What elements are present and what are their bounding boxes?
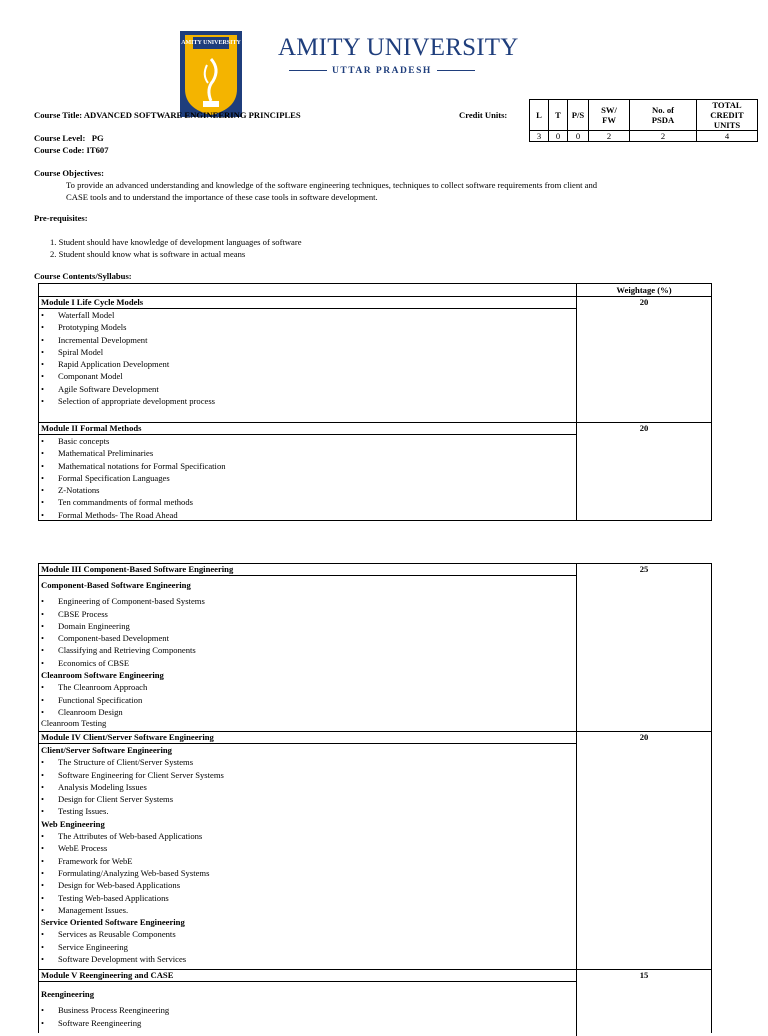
topic-text: Functional Specification xyxy=(58,694,143,705)
module-topic-item xyxy=(39,855,576,867)
bullet-icon: • xyxy=(41,383,45,394)
module-title: Module III Component-Based Software Engineering xyxy=(39,564,576,576)
topic-text: Formal Specification Languages xyxy=(58,472,170,483)
bullet-icon: • xyxy=(41,322,45,333)
module-subheading: Service Oriented Software Engineering xyxy=(41,917,185,928)
bullet-icon: • xyxy=(41,497,45,508)
bullet-icon: • xyxy=(41,757,45,768)
objectives-text-1: To provide an advanced understanding and knowledge of the software engineering techniques, techniques to collect software requirements from client and xyxy=(66,180,598,190)
topic-text: Engineering of Component-based Systems xyxy=(58,596,205,607)
weightage-header-row xyxy=(39,284,711,297)
bullet-icon: • xyxy=(41,831,45,842)
topic-text: Waterfall Model xyxy=(58,310,115,320)
topic-text: Analysis Modeling Issues xyxy=(58,781,147,792)
university-logo xyxy=(180,31,242,117)
bullet-icon: • xyxy=(41,682,45,693)
bullet-icon: • xyxy=(41,509,45,520)
module-4 xyxy=(39,731,711,969)
module-subheading: Client/Server Software Engineering xyxy=(41,745,172,755)
module-topic-item xyxy=(39,496,576,508)
bullet-icon: • xyxy=(41,436,45,446)
credit-header-row xyxy=(530,100,758,131)
bullet-icon: • xyxy=(41,1017,45,1028)
topic-text: Software Reengineering xyxy=(58,1017,142,1028)
module-weight: 20 xyxy=(639,297,649,307)
bullet-icon: • xyxy=(41,904,45,915)
course-code: Course Code: IT607 xyxy=(34,145,109,155)
topic-text: Basic concepts xyxy=(58,436,110,446)
bullet-icon: • xyxy=(41,855,45,866)
objectives-text-2: CASE tools and to understand the importance of these case tools in software development. xyxy=(66,192,378,202)
bullet-icon: • xyxy=(41,633,45,644)
module-1 xyxy=(39,297,711,422)
bullet-icon: • xyxy=(41,371,45,382)
topic-text: Services as Reusable Components xyxy=(58,929,176,940)
bullet-icon: • xyxy=(41,608,45,619)
bullet-icon: • xyxy=(41,596,45,607)
topic-text: The Cleanroom Approach xyxy=(58,682,148,693)
module-weight: 15 xyxy=(639,970,649,980)
module-subheading: Reengineering xyxy=(41,989,94,999)
topic-text: Rapid Application Development xyxy=(58,359,170,370)
module-title: Module I Life Cycle Models xyxy=(39,297,576,309)
module-topic-item xyxy=(39,620,576,632)
module-topic-item xyxy=(39,608,576,620)
topic-text: Selection of appropriate development process xyxy=(58,396,216,407)
bullet-icon: • xyxy=(41,334,45,345)
bullet-icon: • xyxy=(41,806,45,817)
module-topic-item xyxy=(39,509,576,521)
topic-text: Mathematical notations for Formal Specification xyxy=(58,460,226,471)
topic-text: Software Development with Services xyxy=(58,954,187,965)
module-topic-item xyxy=(39,892,576,904)
module-topic-item xyxy=(39,879,576,891)
module-3 xyxy=(39,564,711,731)
module-topic-item xyxy=(39,595,576,607)
topic-text: Formulating/Analyzing Web-based Systems xyxy=(58,867,210,878)
credit-header: P/S xyxy=(568,100,589,131)
topic-text: The Structure of Client/Server Systems xyxy=(58,757,194,768)
bullet-icon: • xyxy=(41,929,45,940)
module-topic-item xyxy=(39,904,576,916)
topic-text: Mathematical Preliminaries xyxy=(58,448,154,459)
topic-text: Spiral Model xyxy=(58,346,104,357)
module-topic-item xyxy=(39,460,576,472)
bullet-icon: • xyxy=(41,880,45,891)
bullet-icon: • xyxy=(41,620,45,631)
module-topic-item xyxy=(39,484,576,496)
module-topic-item xyxy=(39,953,576,965)
bullet-icon: • xyxy=(41,359,45,370)
credit-value: 4 xyxy=(697,131,758,142)
bullet-icon: • xyxy=(41,310,45,320)
credit-value: 0 xyxy=(549,131,568,142)
bullet-icon: • xyxy=(41,867,45,878)
credit-header: L xyxy=(530,100,549,131)
module-title: Module V Reengineering and CASE xyxy=(39,970,576,982)
credit-header: No. of PSDA xyxy=(630,100,697,131)
topic-text: Service Engineering xyxy=(58,941,128,952)
module-topic-item xyxy=(39,383,576,395)
bullet-icon: • xyxy=(41,892,45,903)
module-title: Module II Formal Methods xyxy=(39,423,576,435)
credit-units-table xyxy=(529,99,758,142)
topic-text: Agile Software Development xyxy=(58,383,159,394)
module-topic-item xyxy=(39,334,576,346)
module-plain-item: Cleanroom Testing xyxy=(41,718,107,729)
bullet-icon: • xyxy=(41,794,45,805)
topic-text: Component-based Development xyxy=(58,633,169,644)
topic-text: Testing Issues. xyxy=(58,806,109,817)
module-weight: 25 xyxy=(639,564,649,574)
module-topic-item xyxy=(39,395,576,407)
module-topic-item xyxy=(39,756,576,768)
bullet-icon: • xyxy=(41,485,45,496)
module-subheading: Cleanroom Software Engineering xyxy=(41,670,164,681)
credit-value: 3 xyxy=(530,131,549,142)
topic-text: Testing Web-based Applications xyxy=(58,892,169,903)
module-topic-item xyxy=(39,781,576,793)
university-name: AMITY UNIVERSITY xyxy=(278,34,519,61)
module-topic-item xyxy=(39,941,576,953)
prereq-item: 1. Student should have knowledge of development languages of software xyxy=(50,237,302,247)
topic-text: Software Engineering for Client Server Systems xyxy=(58,769,224,780)
module-topic-item xyxy=(39,435,576,447)
module-topic-item xyxy=(39,694,576,706)
bullet-icon: • xyxy=(41,472,45,483)
topic-text: Prototyping Models xyxy=(58,322,127,333)
svg-text:AMITY UNIVERSITY: AMITY UNIVERSITY xyxy=(181,40,241,46)
module-topic-item xyxy=(39,644,576,656)
module-topic-item xyxy=(39,793,576,805)
university-location: UTTAR PRADESH xyxy=(284,66,480,76)
module-topic-item xyxy=(39,830,576,842)
module-topic-item xyxy=(39,769,576,781)
topic-text: Cleanroom Design xyxy=(58,706,123,717)
bullet-icon: • xyxy=(41,843,45,854)
module-topic-item xyxy=(39,657,576,669)
topic-text: Business Process Reengineering xyxy=(58,1005,170,1016)
bullet-icon: • xyxy=(41,694,45,705)
module-topic-item xyxy=(39,447,576,459)
topic-text: CBSE Process xyxy=(58,608,108,619)
module-topic-item xyxy=(39,632,576,644)
module-subheading: Component-Based Software Engineering xyxy=(41,580,191,590)
module-topic-item xyxy=(39,309,576,321)
module-title: Module IV Client/Server Software Engineering xyxy=(39,732,576,744)
module-topic-item xyxy=(39,928,576,940)
topic-text: Design for Client Server Systems xyxy=(58,794,174,805)
course-level: Course Level: PG xyxy=(34,133,104,143)
bullet-icon: • xyxy=(41,1005,45,1016)
topic-text: Classifying and Retrieving Components xyxy=(58,645,196,656)
bullet-icon: • xyxy=(41,954,45,965)
prereq-heading: Pre-requisites: xyxy=(34,213,88,223)
module-topic-item xyxy=(39,370,576,382)
bullet-icon: • xyxy=(41,941,45,952)
topic-text: Domain Engineering xyxy=(58,620,130,631)
module-topic-item xyxy=(39,1004,576,1016)
topic-text: Z-Notations xyxy=(58,485,100,496)
bullet-icon: • xyxy=(41,657,45,668)
syllabus-table-2 xyxy=(38,563,712,1033)
credit-header: SW/ FW xyxy=(589,100,630,131)
topic-text: Ten commandments of formal methods xyxy=(58,497,193,508)
topic-text: WebE Process xyxy=(58,843,108,854)
module-topic-item xyxy=(39,805,576,817)
module-subheading: Web Engineering xyxy=(41,818,105,829)
credit-header: TOTAL CREDIT UNITS xyxy=(697,100,758,131)
credit-value: 2 xyxy=(630,131,697,142)
course-title: Course Title: ADVANCED SOFTWARE ENGINEERING PRINCIPLES xyxy=(34,110,301,120)
topic-text: Design for Web-based Applications xyxy=(58,880,181,891)
syllabus-heading: Course Contents/Syllabus: xyxy=(34,271,132,281)
topic-text: Management Issues. xyxy=(58,904,129,915)
module-topic-item xyxy=(39,358,576,370)
topic-text: Incremental Development xyxy=(58,334,148,345)
module-2 xyxy=(39,422,711,520)
module-weight: 20 xyxy=(639,423,649,433)
topic-text: Framework for WebE xyxy=(58,855,133,866)
module-weight: 20 xyxy=(639,732,649,742)
objectives-heading: Course Objectives: xyxy=(34,168,104,178)
credit-value: 0 xyxy=(568,131,589,142)
bullet-icon: • xyxy=(41,781,45,792)
module-topic-item xyxy=(39,1017,576,1029)
topic-text: Economics of CBSE xyxy=(58,657,130,668)
weightage-header: Weightage (%) xyxy=(616,285,672,295)
bullet-icon: • xyxy=(41,396,45,407)
topic-text: The Attributes of Web-based Applications xyxy=(58,831,203,842)
module-topic-item xyxy=(39,321,576,333)
bullet-icon: • xyxy=(41,769,45,780)
topic-text: Componant Model xyxy=(58,371,123,382)
bullet-icon: • xyxy=(41,448,45,459)
credit-value: 2 xyxy=(589,131,630,142)
bullet-icon: • xyxy=(41,645,45,656)
module-topic-item xyxy=(39,706,576,718)
module-topic-item xyxy=(39,472,576,484)
bullet-icon: • xyxy=(41,346,45,357)
prereq-item: 2. Student should know what is software in actual means xyxy=(50,249,246,259)
credit-value-row xyxy=(530,131,758,142)
module-topic-item xyxy=(39,842,576,854)
module-5 xyxy=(39,969,711,1036)
topic-text: Formal Methods- The Road Ahead xyxy=(58,509,178,520)
module-topic-item xyxy=(39,346,576,358)
bullet-icon: • xyxy=(41,460,45,471)
bullet-icon: • xyxy=(41,706,45,717)
credit-header: T xyxy=(549,100,568,131)
module-topic-item xyxy=(39,681,576,693)
module-topic-item xyxy=(39,867,576,879)
syllabus-table-1 xyxy=(38,283,712,521)
credit-units-label: Credit Units: xyxy=(459,110,508,120)
